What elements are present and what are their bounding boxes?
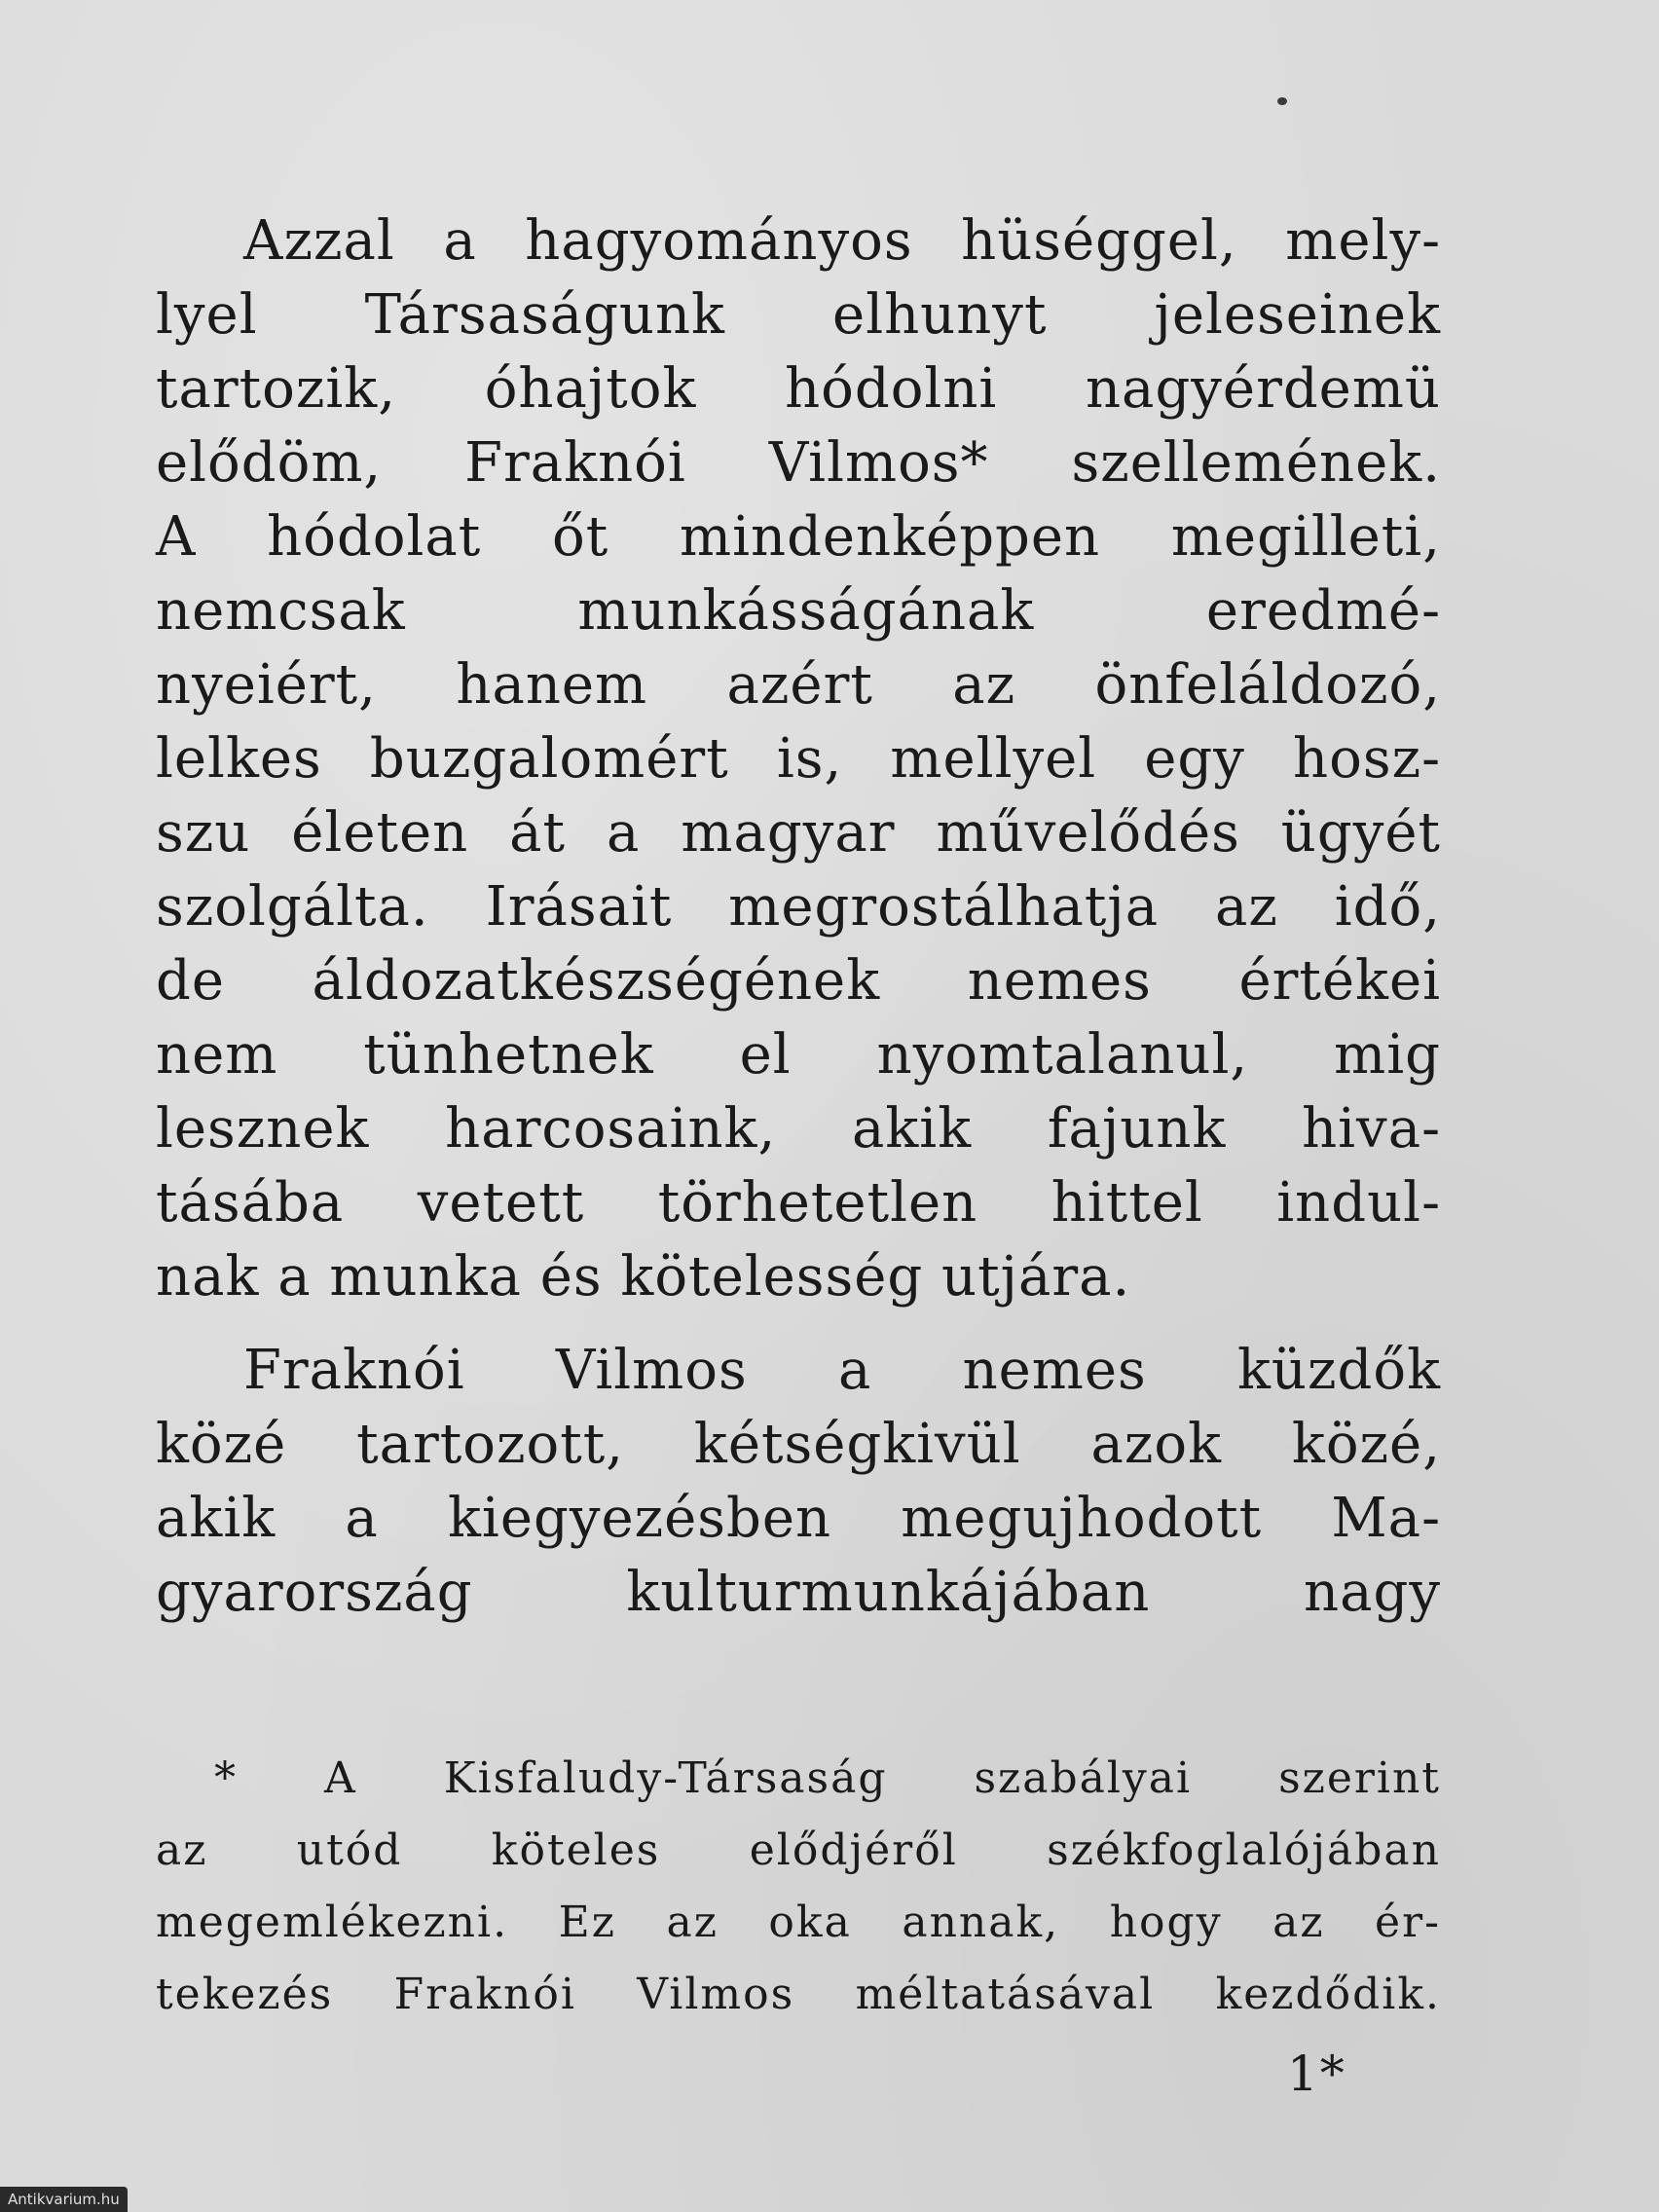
text-line: tartozik, óhajtok hódolni nagyérdemü	[156, 357, 1441, 421]
text-line: nem tünhetnek el nyomtalanul, mig	[156, 1023, 1441, 1087]
watermark: Antikvarium.hu	[0, 2187, 128, 2212]
footnote	[156, 1743, 1441, 2031]
footnote-line: az utód köteles elődjéről székfoglalójában	[156, 1825, 1441, 1875]
text-line: szu életen át a magyar művelődés ügyét	[156, 801, 1441, 865]
footnote-line: * A Kisfaludy-Társaság szabályai szerint	[214, 1753, 1441, 1803]
footnote-line: megemlékezni. Ez az oka annak, hogy az ér-	[156, 1898, 1441, 1947]
text-line: lelkes buzgalomért is, mellyel egy hosz-	[156, 727, 1441, 791]
text-line: tásába vetett törhetetlen hittel indul-	[156, 1171, 1441, 1235]
text-line: de áldozatkészségének nemes értékei	[156, 949, 1441, 1013]
text-line: gyarország kulturmunkájában nagy	[156, 1561, 1441, 1624]
text-line: lesznek harcosaink, akik fajunk hiva-	[156, 1097, 1441, 1161]
text-line: lyel Társaságunk elhunyt jeleseinek	[156, 283, 1441, 347]
text-line: Azzal a hagyományos hüséggel, mely-	[243, 209, 1441, 273]
text-line: közé tartozott, kétségkivül azok közé,	[156, 1413, 1441, 1476]
text-line: elődöm, Fraknói Vilmos* szellemének.	[156, 431, 1441, 495]
main-text	[156, 204, 1441, 1630]
footnote-line: tekezés Fraknói Vilmos méltatásával kezdődik.	[156, 1970, 1441, 2019]
text-line: szolgálta. Irásait megrostálhatja az idő,	[156, 875, 1441, 939]
text-line: nak a munka és kötelesség utjára.	[156, 1245, 1131, 1309]
page-number: 1*	[1287, 2046, 1346, 2102]
text-line: akik a kiegyezésben megujhodott Ma-	[156, 1487, 1441, 1550]
text-line: Fraknói Vilmos a nemes küzdők	[243, 1339, 1441, 1402]
paragraph-gap	[156, 1314, 1441, 1334]
text-line: nyeiért, hanem azért az önfeláldozó,	[156, 653, 1441, 717]
ink-speck	[1277, 97, 1287, 105]
text-line: A hódolat őt mindenképpen megilleti,	[156, 505, 1441, 569]
text-line: nemcsak munkásságának eredmé-	[156, 579, 1441, 643]
